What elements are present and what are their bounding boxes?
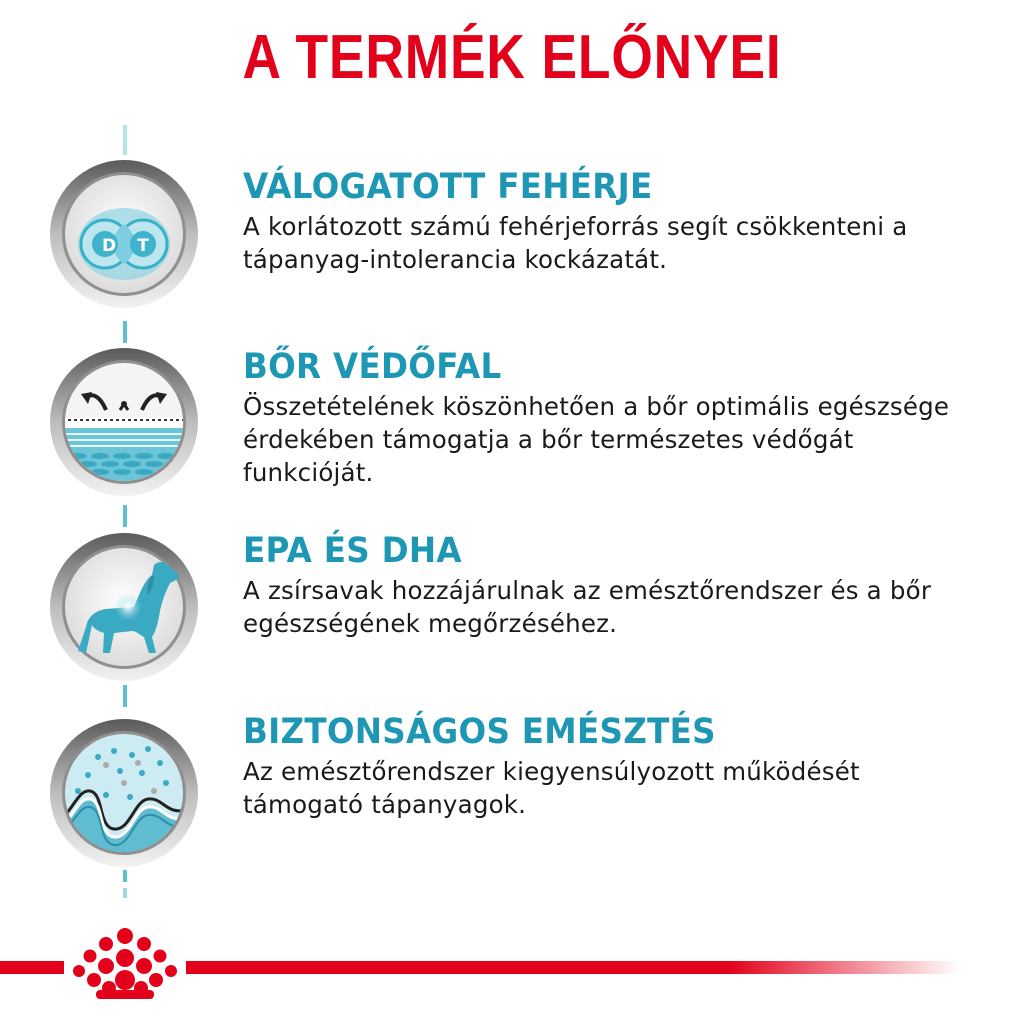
feature-protein <box>243 164 1003 276</box>
feature-description: Az emésztőrendszer kiegyensúlyozott működését támogató tápanyagok. <box>243 757 860 819</box>
skin-barrier-icon <box>48 346 200 498</box>
feature-title: BŐR VÉDŐFAL <box>243 347 502 387</box>
feature-description: Összetételének köszönhetően a bőr optimális egészsége érdekében támogatja a bőr természetes védőgát funkcióját. <box>243 392 950 487</box>
badge-d: D <box>102 236 117 256</box>
feature-digestion <box>243 709 1003 821</box>
feature-title: BIZTONSÁGOS EMÉSZTÉS <box>243 712 716 752</box>
badge-t: T <box>137 236 149 256</box>
feature-skin-barrier <box>243 344 1003 489</box>
dog-icon <box>48 531 200 683</box>
protein-dt-icon <box>48 158 200 310</box>
feature-epa-dha <box>243 528 1003 640</box>
footer-line-right <box>186 961 960 974</box>
feature-title: VÁLOGATOTT FEHÉRJE <box>243 167 653 207</box>
feature-title: EPA ÉS DHA <box>243 531 462 571</box>
digestion-icon <box>48 717 200 869</box>
feature-description: A korlátozott számú fehérjeforrás segít csökkenteni a tápanyag-intolerancia kockázatát. <box>243 212 908 274</box>
royal-canin-crown-icon <box>66 926 184 1004</box>
footer-line-left <box>0 961 64 974</box>
feature-description: A zsírsavak hozzájárulnak az emésztőrendszer és a bőr egészségének megőrzéséhez. <box>243 576 932 638</box>
page-title: A TERMÉK ELŐNYEI <box>242 23 782 92</box>
